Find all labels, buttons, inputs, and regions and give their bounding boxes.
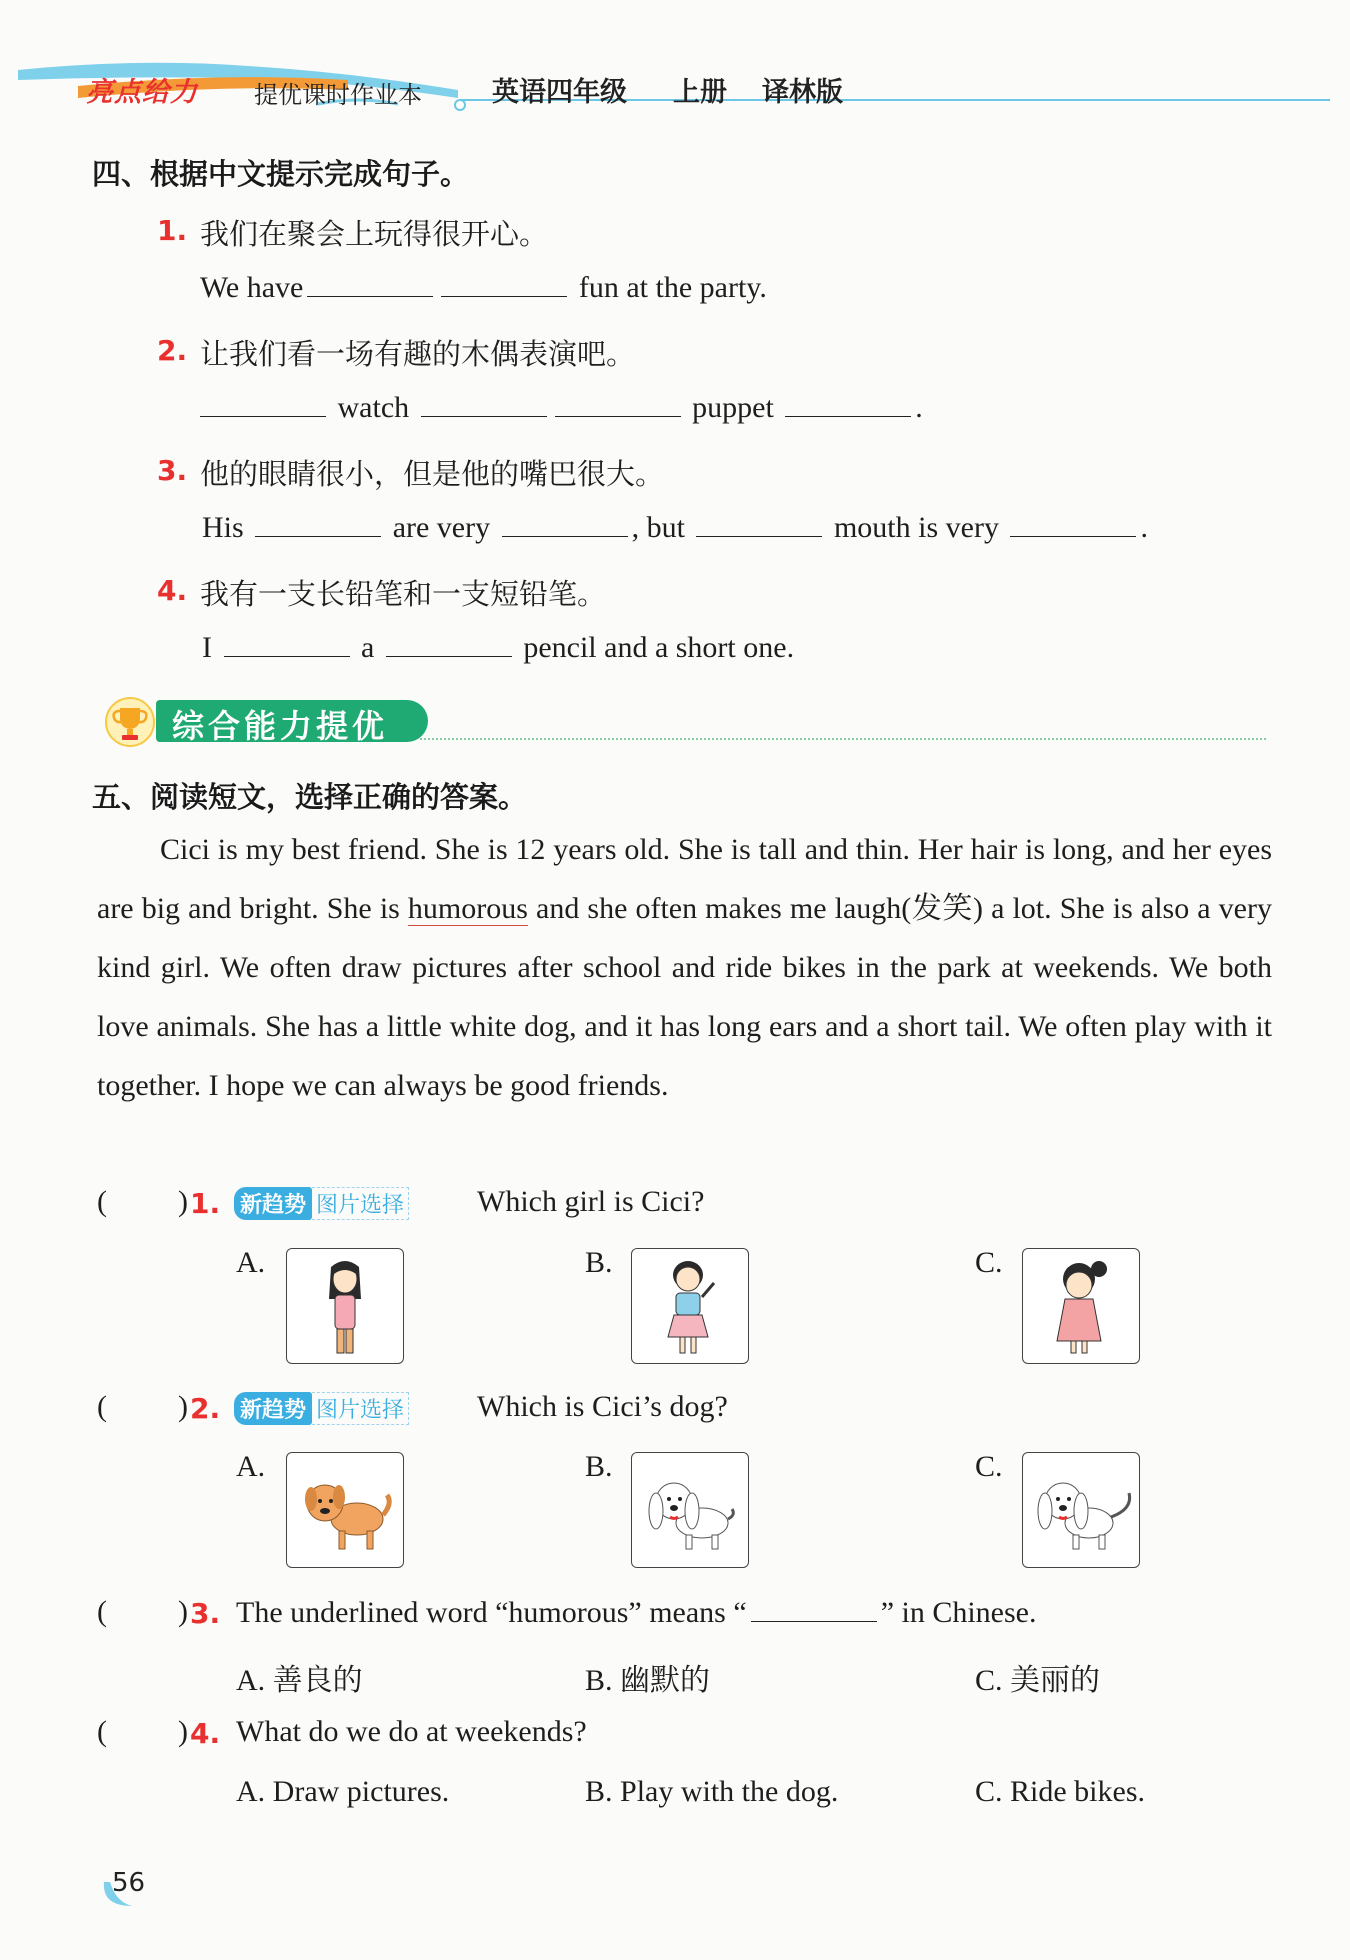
q4-option-c[interactable]: C. Ride bikes. (975, 1775, 1145, 1808)
answer-blank[interactable] (1010, 510, 1136, 537)
item2-text-c: . (915, 391, 923, 424)
tag-picture-choice: 图片选择 (312, 1187, 409, 1220)
answer-blank[interactable] (307, 270, 433, 297)
passage-text-b: and she often makes me laugh(发笑) a lot. She is also a very kind girl. We often draw pictures after school and ride bikes in the park at weekends. We both love animals. She has a little white dog, and it has long ears and a short tail. We often play with it together. I hope we can always be good friends. (97, 892, 1272, 1102)
girl-short-hair-skirt-icon (632, 1249, 748, 1363)
item4-text-b: a (361, 631, 375, 664)
q3-text-a: The underlined word “humorous” means “ (236, 1596, 747, 1629)
answer-paren-close: ) (178, 1715, 188, 1748)
q2-number: 2. (190, 1392, 221, 1425)
answer-paren-open: ( (97, 1390, 107, 1423)
brand-logo: 亮点给力 (86, 77, 198, 108)
book-grade: 英语四年级 (492, 77, 627, 108)
q1-option-c-label[interactable]: C. (975, 1246, 1003, 1279)
item3-chinese: 他的眼睛很小，但是他的嘴巴很大。 (200, 457, 665, 491)
underlined-word: humorous (407, 892, 528, 925)
q3-text (236, 1595, 1037, 1630)
q2-option-b-image[interactable] (631, 1452, 749, 1568)
answer-blank[interactable] (255, 510, 381, 537)
answer-paren-close: ) (178, 1595, 188, 1628)
item3-text-e: . (1140, 511, 1148, 544)
q1-option-a-label[interactable]: A. (236, 1246, 266, 1279)
answer-blank[interactable] (224, 630, 350, 657)
item1-number: 1. (157, 214, 188, 247)
answer-slot[interactable] (110, 1716, 176, 1748)
answer-blank[interactable] (421, 390, 547, 417)
q1-option-c-image[interactable] (1022, 1248, 1140, 1364)
q2-option-b-label[interactable]: B. (585, 1450, 613, 1483)
item3-text-a: His (202, 511, 244, 544)
answer-paren-open: ( (97, 1715, 107, 1748)
answer-paren-open: ( (97, 1185, 107, 1218)
trophy-icon (100, 696, 162, 748)
answer-paren-close: ) (178, 1390, 188, 1423)
item1-text-a: We have (200, 271, 304, 304)
item3-text-c: , but (631, 511, 685, 544)
answer-paren-close: ) (178, 1185, 188, 1218)
tag-picture-choice: 图片选择 (312, 1392, 409, 1425)
q1-number: 1. (190, 1187, 221, 1220)
item3-text-b: are very (392, 511, 491, 544)
page-number: 56 (112, 1868, 146, 1898)
q2-text: Which is Cici’s dog? (477, 1390, 728, 1423)
answer-blank[interactable] (386, 630, 512, 657)
q4-option-b[interactable]: B. Play with the dog. (585, 1775, 839, 1808)
header-dot-icon (452, 97, 468, 113)
answer-blank[interactable] (555, 390, 681, 417)
q2-option-c-label[interactable]: C. (975, 1450, 1003, 1483)
banner-label: 综合能力提优 (172, 707, 389, 745)
answer-blank[interactable] (696, 510, 822, 537)
q1-option-b-label[interactable]: B. (585, 1246, 613, 1279)
item1-chinese: 我们在聚会上玩得很开心。 (200, 217, 549, 251)
tag-new-trend: 新趋势 (234, 1187, 312, 1220)
q2-option-c-image[interactable] (1022, 1452, 1140, 1568)
item2-chinese: 让我们看一场有趣的木偶表演吧。 (200, 337, 636, 371)
q1-option-b-image[interactable] (631, 1248, 749, 1364)
girl-long-hair-icon (287, 1249, 403, 1363)
q4-option-a[interactable]: A. Draw pictures. (236, 1775, 450, 1808)
reading-passage (97, 820, 1272, 1115)
item4-text-c: pencil and a short one. (523, 631, 795, 664)
q3-option-a[interactable]: A. 善良的 (236, 1664, 363, 1697)
q3-text-b: ” in Chinese. (880, 1596, 1037, 1629)
q2-option-a-label[interactable]: A. (236, 1450, 266, 1483)
item2-text-b: puppet (692, 391, 774, 424)
q1-text: Which girl is Cici? (477, 1185, 705, 1218)
item4-text-a: I (202, 631, 212, 664)
answer-blank[interactable] (200, 390, 326, 417)
item4-chinese: 我有一支长铅笔和一支短铅笔。 (200, 577, 607, 611)
item2-text-a: watch (337, 391, 410, 424)
banner-dotted-rule (420, 738, 1266, 740)
section5-title: 五、阅读短文，选择正确的答案。 (92, 780, 528, 814)
tag-new-trend: 新趋势 (234, 1392, 312, 1425)
item3-number: 3. (157, 454, 188, 487)
q3-option-b[interactable]: B. 幽默的 (585, 1664, 711, 1697)
item4-number: 4. (157, 574, 188, 607)
book-volume: 上册 (673, 77, 727, 108)
item1-english (200, 270, 767, 305)
q1-tags (234, 1187, 409, 1220)
q1-option-a-image[interactable] (286, 1248, 404, 1364)
white-dog-long-tail-icon (1023, 1453, 1139, 1567)
item2-english (196, 390, 923, 425)
q3-number: 3. (190, 1597, 221, 1630)
answer-blank[interactable] (751, 1595, 877, 1622)
answer-slot[interactable] (110, 1391, 176, 1423)
answer-slot[interactable] (110, 1186, 176, 1218)
answer-blank[interactable] (441, 270, 567, 297)
book-subtitle: 提优课时作业本 (254, 81, 422, 109)
q3-option-c[interactable]: C. 美丽的 (975, 1664, 1101, 1697)
item3-text-d: mouth is very (833, 511, 999, 544)
girl-ponytail-dress-icon (1023, 1249, 1139, 1363)
white-dog-long-ears-icon (632, 1453, 748, 1567)
q4-text: What do we do at weekends? (236, 1715, 587, 1748)
q2-option-a-image[interactable] (286, 1452, 404, 1568)
book-publisher: 译林版 (762, 77, 843, 108)
answer-paren-open: ( (97, 1595, 107, 1628)
q4-number: 4. (190, 1717, 221, 1750)
q2-tags (234, 1392, 409, 1425)
item3-english (202, 510, 1148, 545)
item1-text-b: fun at the party. (578, 271, 767, 304)
answer-blank[interactable] (785, 390, 911, 417)
brown-dog-icon (287, 1453, 403, 1567)
section4-title: 四、根据中文提示完成句子。 (92, 157, 470, 191)
passage-text-a: Cici is my best friend. She is 12 years old. She is tall and thin. Her hair is long, and her eyes are big and bright. She is (97, 833, 1272, 925)
answer-slot[interactable] (110, 1596, 176, 1628)
item2-number: 2. (157, 334, 188, 367)
item4-english (202, 630, 794, 665)
answer-blank[interactable] (502, 510, 628, 537)
